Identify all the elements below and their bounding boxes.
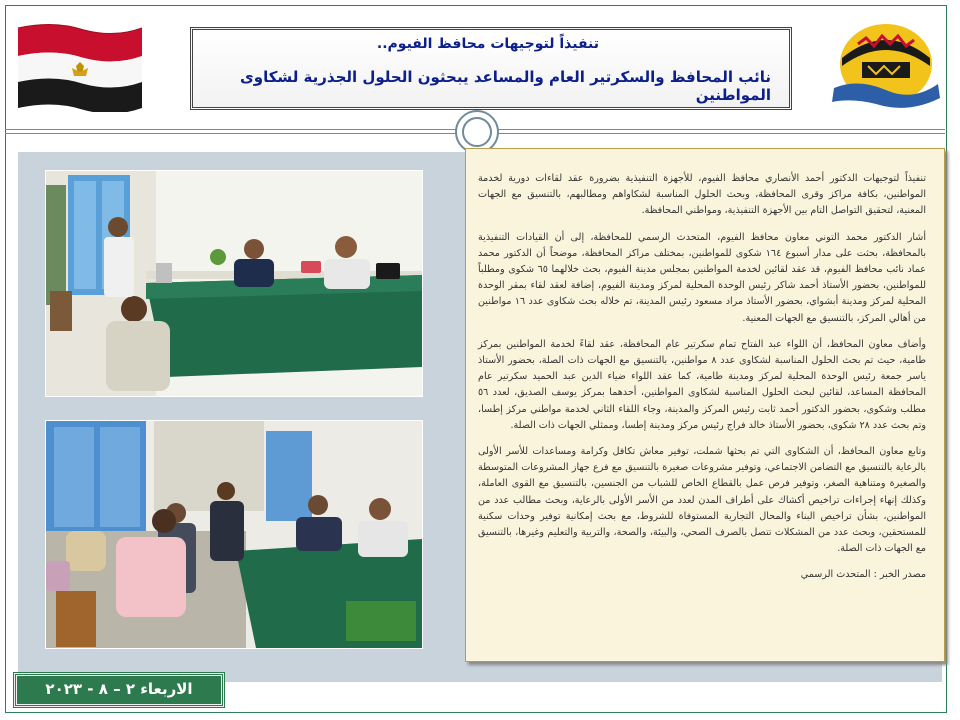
article-source: مصدر الخبر : المتحدث الرسمي (800, 569, 926, 581)
headline-title: نائب المحافظ والسكرتير العام والمساعد يبحثون الحلول الجذرية لشكاوى المواطنين (240, 68, 771, 104)
article-paragraph: وأضاف معاون المحافظ، أن اللواء عبد الفتاح تمام سكرتير عام المحافظة، عقد لقاءً لخدمة المواطنين بمركز طامية، حيث تم بحث الحلول المناسبة لشكاوى عدد ٨ مواطنين، بالتنسيق مع الجهات ذات الصلة، بحضور الأستاذ ياسر جمعة رئيس الوحدة المحلية لمركز ومدينة طامية، كما عقد اللواء ضياء الدين عبد الحميد سكرتير عام المحافظة المساعد، لقائين لبحث الحلول المناسبة لشكاوى المواطنين، أحدهما بمركز يوسف الصديق، لعدد ٥٦ مطلب وشكوى، بحضور الدكتور أحمد ثابت رئيس المركز والمدينة، وجاء اللقاء الثاني لخدمة مواطني مركز إطسا، وتم بحث عدد ٢٨ شكوى، بحضور الأستاذ خالد فراج رئيس مركز ومدينة إطسا، وممثلي الجهات ذات الصلة. (478, 338, 926, 431)
meeting-photo-2 (45, 420, 423, 649)
headline-kicker: تنفيذاً لتوجيهات محافظ الفيوم.. (376, 36, 599, 52)
article-paragraph: وتابع معاون المحافظ، أن الشكاوى التي تم بحثها شملت، توفير معاش تكافل وكرامة ومساعدات للأسر الأولى بالرعاية بالتنسيق مع التضامن الاجتماعي، وتوفير مشروعات صغيرة بالتنسيق مع فرع جهاز المشروعات المتوسطة والصغيرة ومتناهية الصغر، وتوفير فرص عمل بالقطاع الخاص للشباب من الجنسين، بالتنسيق مع القوى العاملة، وكذلك إنهاء إجراءات تراخيص أكشاك على أطراف المدن لعدد من الأسر الأولى بالرعاية، وبحث مطالب عدد من المواطنين، بشأن تراخيص البناء والمحال التجارية المستوفاة للشروط، مع بحث إمكانية توفير وحدات سكنية للمستحقين، وبحث عدد من المشكلات تتصل بالصرف الصحي، والبيئة، والصحة، والتربية والتعليم وغيرها، بالتنسيق مع الجهات ذات الصلة. (478, 446, 926, 555)
article-text-box (465, 148, 945, 662)
article-paragraph: تنفيذاً لتوجيهات الدكتور أحمد الأنصاري محافظ الفيوم، للأجهزة التنفيذية بضرورة عقد لقاءات دورية لخدمة المواطنين، بكافة مراكز وقرى المحافظة، وبحث الحلول المناسبة لشكاواهم ومطالبهم، بالتنسيق مع الجهات المعنية، لتحقيق التواصل التام بين الأجهزة التنفيذية، ومواطني المحافظة. (478, 173, 926, 217)
governorate-logo-icon (828, 18, 944, 110)
article-paragraph: أشار الدكتور محمد التوني معاون محافظ الفيوم، المتحدث الرسمي للمحافظة، إلى أن القيادات التنفيذية بالمحافظة، بحثت على مدار أسبوع ١٦٤ شكوى للمواطنين، بمختلف مراكز المحافظة، موضحاً أن الدكتور محمد عماد نائب محافظ الفيوم، قد عقد لقائين لخدمة المواطنين بمجلس مدينة الفيوم، بحث خلالهما ٦٥ شكوى ومطلباً للمواطنين، بحضور الأستاذ أحمد شاكر رئيس الوحدة المحلية لمركز ومدينة الفيوم، إضافة لعقد لقاء بمقر الوحدة المحلية لمركز ومدينة أبشواي، بحضور الأستاذ مراد مسعود رئيس المدينة، تم خلاله بحث شكاوى عدد ١٦ مواطنين من أهالي المركز، بالتنسيق مع الجهات المعنية. (478, 231, 926, 324)
headline-box (190, 27, 792, 110)
date-text: الاربعاء ٢ – ٨ - ٢٠٢٣ (45, 680, 193, 698)
date-badge (14, 673, 224, 707)
meeting-photo-1 (45, 170, 423, 397)
egypt-flag-icon (14, 20, 146, 112)
